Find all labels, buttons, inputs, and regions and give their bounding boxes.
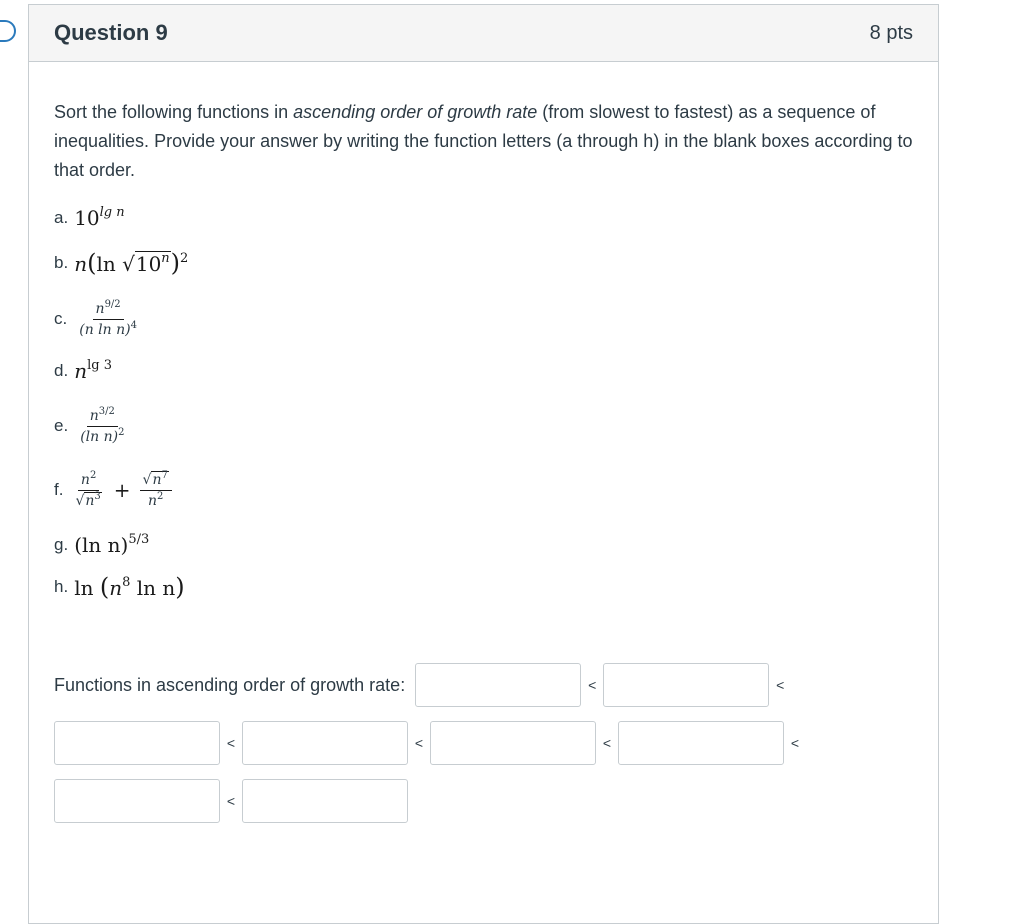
answer-blank-7[interactable] [54, 779, 220, 823]
less-than-sign: < [226, 793, 236, 809]
answer-blank-5[interactable] [430, 721, 596, 765]
formula-f-term1: $\frac{n^2}{√n^3}$ [75, 469, 101, 509]
answer-row-3 [54, 779, 913, 823]
option-c [54, 291, 913, 347]
question-title: Question 9 [54, 20, 168, 45]
formula-b: n(ln √10$^n$)$^2$ [74, 249, 189, 277]
option-f [54, 457, 913, 523]
option-h [54, 567, 913, 607]
less-than-sign: < [776, 677, 785, 693]
less-than-sign: < [414, 735, 424, 751]
less-than-sign: < [602, 735, 612, 751]
option-letter: a. [54, 208, 69, 227]
question-card [28, 4, 939, 924]
formula-d: $n^{lg 3}$ [74, 358, 112, 383]
prompt-text-1: Sort the following functions in [54, 102, 294, 122]
answer-row-1 [54, 663, 913, 707]
answer-blank-3[interactable] [54, 721, 220, 765]
option-letter: h. [54, 577, 69, 596]
answer-blank-2[interactable] [603, 663, 769, 707]
option-a [54, 201, 913, 235]
question-points: 8 pts [869, 21, 913, 44]
option-letter: c. [54, 309, 68, 328]
formula-a: $10^{lg n}$ [74, 205, 125, 230]
question-body [29, 62, 938, 823]
answer-blank-8[interactable] [242, 779, 408, 823]
question-prompt [54, 98, 914, 185]
option-e [54, 395, 913, 457]
formula-c: $\frac{n^{9/2}}{(n \ln n)^4}$ [79, 298, 137, 338]
option-d [54, 347, 913, 395]
prompt-text-2: (from slowest to fastest) as a sequence of inequalities. Provide your answer by writing the function letters (a through h) in the blank boxes according to that order. [54, 102, 913, 180]
formula-h: $\ln (n^8$ ln n) [74, 573, 185, 601]
option-letter: g. [54, 535, 69, 554]
prompt-emphasis: ascending order of growth rate [293, 102, 538, 122]
less-than-sign: < [588, 677, 597, 693]
answer-label: Functions in ascending order of growth rate: [54, 674, 406, 695]
less-than-sign: < [226, 735, 236, 751]
option-letter: f. [54, 480, 64, 499]
function-list [54, 201, 913, 607]
formula-e: $\frac{n^{3/2}}{(\ln n)^2}$ [80, 405, 125, 445]
formula-f-term2: $\frac{√n^7}{n^2}$ [140, 472, 172, 509]
formula-f-plus: + [113, 478, 131, 502]
option-letter: b. [54, 253, 69, 272]
option-letter: d. [54, 361, 69, 380]
answer-row-2 [54, 721, 913, 765]
answer-blank-6[interactable] [618, 721, 784, 765]
answer-blank-1[interactable] [415, 663, 581, 707]
answer-blank-4[interactable] [242, 721, 408, 765]
option-g [54, 523, 913, 567]
option-letter: e. [54, 416, 69, 435]
less-than-sign: < [790, 735, 800, 751]
formula-g: (ln n)$^{5/3}$ [74, 532, 150, 557]
question-header [29, 5, 938, 62]
question-nav-marker [0, 20, 16, 42]
option-b [54, 235, 913, 291]
